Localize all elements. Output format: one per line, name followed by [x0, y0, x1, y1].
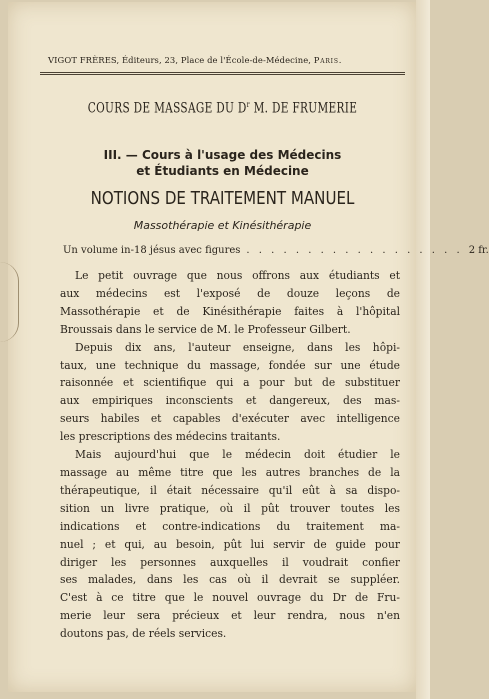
- body-line: doutons pas, de réels services.: [60, 627, 227, 641]
- body-line: massage au même titre que les autres branches de la: [60, 465, 400, 479]
- body-line: nuel ; et qui, au besoin, pût lui servir de guide pour: [60, 537, 400, 551]
- publisher-name: VIGOT FRÈRES, Éditeurs, 23, Place de l'École-de-Médecine,: [48, 55, 312, 65]
- body-line: Massothérapie et de Kinésithérapie faites à l'hôpital: [60, 304, 400, 318]
- publisher-line: [48, 55, 398, 65]
- body-text: [60, 267, 400, 643]
- offer-price: 2 fr.: [468, 245, 489, 256]
- header-rule-thin: [40, 74, 405, 75]
- page-edge: [416, 0, 430, 699]
- body-line: merie leur sera précieux et leur rendra, nous n'en: [60, 609, 400, 623]
- body-line: thérapeutique, il était nécessaire qu'il eût à sa dispo-: [60, 483, 400, 497]
- body-line: seurs habiles et capables d'exécuter avec intelligence: [60, 412, 400, 426]
- body-line: C'est à ce titre que le nouvel ouvrage du Dr de Fru-: [60, 591, 400, 605]
- header-rule: [40, 72, 405, 73]
- body-line: sition un livre pratique, où il pût trouver toutes les: [60, 501, 400, 515]
- body-line: raisonnée et scientifique qui a pour but de substituer: [60, 376, 400, 390]
- series-title: [80, 100, 365, 117]
- volume-title-line1: III. — Cours à l'usage des Médecins: [103, 148, 342, 162]
- body-line: les prescriptions des médecins traitants.: [60, 430, 281, 444]
- series-title-author: M. DE FRUMERIE: [249, 100, 358, 117]
- volume-title-line2: et Étudiants en Médecine: [136, 164, 309, 178]
- body-line: aux médecins est l'exposé de douze leçons de: [60, 286, 400, 300]
- series-title-text: COURS DE MASSAGE DU D: [87, 100, 247, 117]
- book-title: NOTIONS DE TRAITEMENT MANUEL: [90, 189, 355, 209]
- book-subtitle: Massothérapie et Kinésithérapie: [133, 219, 312, 232]
- body-line: ses malades, dans les cas où il devrait se suppléer.: [60, 573, 400, 587]
- offer-description: Un volume in-18 jésus avec figures: [63, 245, 241, 256]
- offer-leader-dots: . . . . . . . . . . . . . . . . . .: [246, 245, 463, 256]
- body-line: Broussais dans le service de M. le Professeur Gilbert.: [60, 322, 351, 336]
- body-line: Le petit ouvrage que nous offrons aux étudiants et: [75, 269, 400, 282]
- binding-mark: [0, 262, 19, 342]
- offer-line: [63, 245, 489, 256]
- body-line: Depuis dix ans, l'auteur enseigne, dans les hôpi-: [75, 340, 400, 354]
- body-line: Mais aujourd'hui que le médecin doit étudier le: [75, 448, 400, 462]
- publisher-city: Paris.: [313, 55, 343, 65]
- body-line: taux, une technique du massage, fondée sur une étude: [60, 358, 400, 372]
- body-line: diriger les personnes auxquelles il voudrait confier: [60, 555, 400, 569]
- body-line: indications et contre-indications du traitement ma-: [60, 519, 400, 533]
- series-title-sup: r: [246, 100, 250, 109]
- body-line: aux empiriques inconscients et dangereux, des mas-: [60, 394, 400, 408]
